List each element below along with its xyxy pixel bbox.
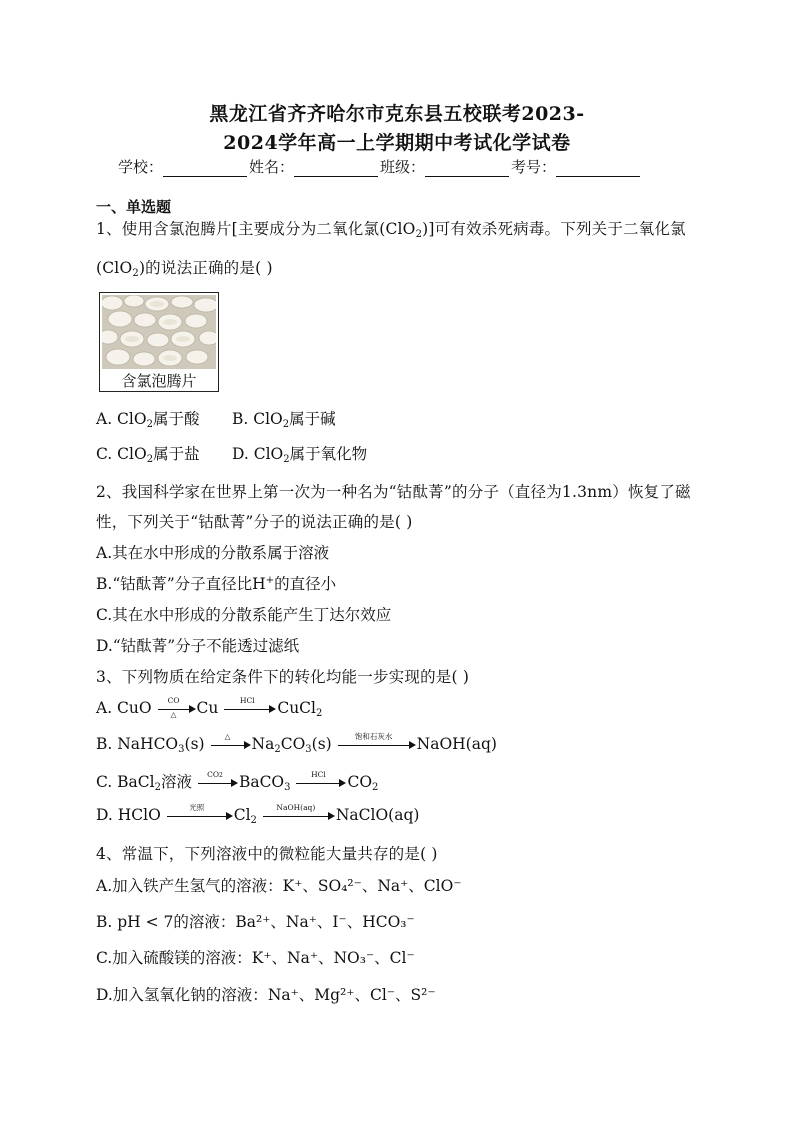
q4-stem: 4、常温下，下列溶液中的微粒能大量共存的是( ) bbox=[96, 845, 438, 863]
exam-number-label: 考号： bbox=[511, 158, 557, 176]
reaction-arrow: △ bbox=[211, 738, 251, 752]
q1-option-d[interactable]: D. ClO$_2$属于氧化物 bbox=[232, 445, 368, 465]
reaction-arrow: 饱和石灰水 bbox=[338, 738, 416, 752]
q4-option-d[interactable]: D.加入氢氧化钠的溶液：Na⁺、Mg²⁺、Cl⁻、S²⁻ bbox=[96, 986, 436, 1004]
q1-stem-line2: (ClO$_2$)的说法正确的是( ) bbox=[96, 259, 273, 279]
reaction-arrow: NaOH(aq) bbox=[263, 809, 335, 823]
q3-option-b[interactable]: B. NaHCO$_3$(s) △ $Na_2CO_3(s)$ 饱和石灰水 NaOH(aq) bbox=[96, 732, 497, 755]
section-heading: 一、单选题 bbox=[96, 198, 172, 216]
exam-number-blank[interactable] bbox=[556, 160, 640, 177]
q2-option-a[interactable]: A.其在水中形成的分散系属于溶液 bbox=[96, 544, 330, 562]
q1-option-b[interactable]: B. ClO$_2$属于碱 bbox=[232, 410, 336, 430]
effervescent-tablet-figure bbox=[99, 292, 219, 392]
ion-list: K⁺、SO₄²⁻、Na⁺、ClO⁻ bbox=[282, 877, 462, 895]
exam-title-line2: 2024学年高一上学期期中考试化学试卷 bbox=[223, 132, 571, 154]
q3-option-c[interactable]: C. BaCl$_2$溶液 CO2 BaCO$_3$ HCl $CO_2$ bbox=[96, 770, 379, 793]
reaction-arrow: HCl bbox=[224, 702, 276, 716]
q4-option-b[interactable]: B. pH < 7的溶液：Ba²⁺、Na⁺、I⁻、HCO₃⁻ bbox=[96, 913, 415, 931]
q2-stem-line2: 性，下列关于“钴酞菁”分子的说法正确的是( ) bbox=[96, 513, 413, 531]
ion-list: Na⁺、Mg²⁺、Cl⁻、S²⁻ bbox=[267, 986, 436, 1004]
name-label: 姓名： bbox=[249, 158, 295, 176]
school-label: 学校： bbox=[118, 158, 164, 176]
q1-stem-line1: 1、使用含氯泡腾片[主要成分为二氧化氯(ClO$_2$)]可有效杀死病毒。下列关于二氧化氯 bbox=[96, 220, 686, 240]
student-info-line bbox=[118, 156, 642, 177]
ion-list: Ba²⁺、Na⁺、I⁻、HCO₃⁻ bbox=[235, 913, 415, 931]
reaction-arrow: 光照 bbox=[167, 809, 233, 823]
q2-option-d[interactable]: D.“钴酞菁”分子不能透过滤纸 bbox=[96, 637, 300, 655]
q2-option-c[interactable]: C.其在水中形成的分散系能产生丁达尔效应 bbox=[96, 606, 392, 624]
q2-option-b[interactable]: B.“钴酞菁”分子直径比H+的直径小 bbox=[96, 575, 337, 593]
q4-option-c[interactable]: C.加入硫酸镁的溶液：K⁺、Na⁺、NO₃⁻、Cl⁻ bbox=[96, 949, 415, 967]
reaction-arrow: CO2 bbox=[198, 776, 238, 790]
q2-stem-line1: 2、我国科学家在世界上第一次为一种名为“钴酞菁”的分子（直径为1.3nm）恢复了磁 bbox=[96, 483, 691, 501]
figure-caption: 含氯泡腾片 bbox=[121, 372, 197, 390]
q4-option-a[interactable]: A.加入铁产生氢气的溶液：K⁺、SO₄²⁻、Na⁺、ClO⁻ bbox=[96, 877, 462, 895]
q3-option-d[interactable]: D. HClO 光照 $Cl_2$ NaOH(aq) NaClO(aq) bbox=[96, 803, 420, 826]
exam-title-line1: 黑龙江省齐齐哈尔市克东县五校联考2023- bbox=[209, 103, 585, 125]
reaction-arrow: HCl bbox=[296, 776, 346, 790]
q3-option-a[interactable]: A. CuO CO △ Cu HCl CuCl$_2$ bbox=[96, 696, 323, 719]
class-label: 班级： bbox=[380, 158, 426, 176]
q1-option-c[interactable]: C. ClO$_2$属于盐 bbox=[96, 445, 200, 465]
name-blank[interactable] bbox=[294, 160, 378, 177]
q1-option-a[interactable]: A. ClO$_2$属于酸 bbox=[96, 410, 200, 430]
tablets-photo bbox=[102, 295, 216, 369]
q3-stem: 3、下列物质在给定条件下的转化均能一步实现的是( ) bbox=[96, 668, 470, 686]
reaction-arrow: CO △ bbox=[158, 702, 196, 716]
class-blank[interactable] bbox=[425, 160, 509, 177]
ion-list: K⁺、Na⁺、NO₃⁻、Cl⁻ bbox=[251, 949, 415, 967]
school-blank[interactable] bbox=[163, 160, 247, 177]
